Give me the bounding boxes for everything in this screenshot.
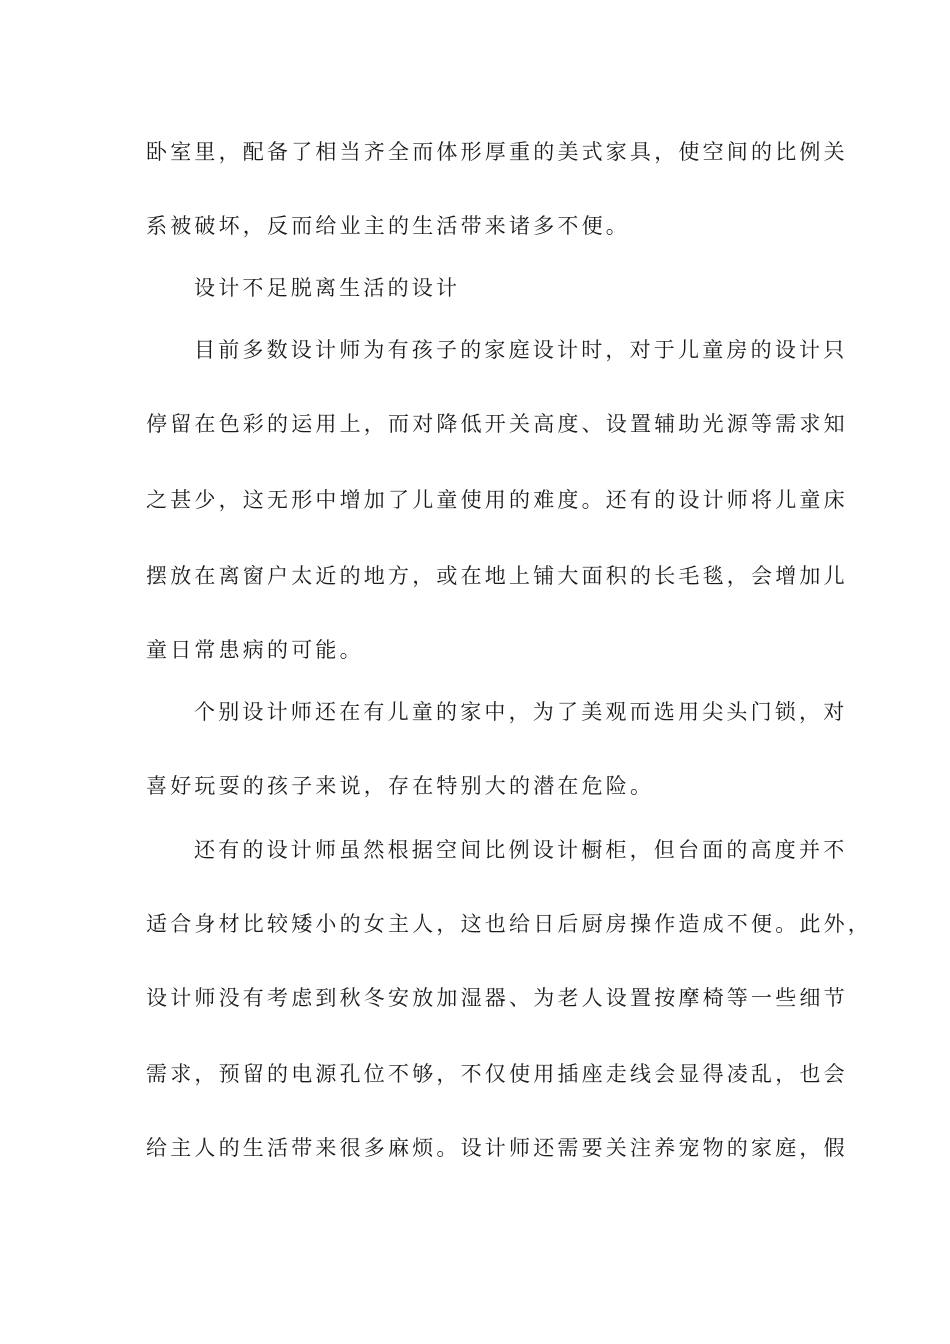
- text-line: 童日常患病的可能。: [146, 638, 364, 662]
- text-line: 还有的设计师虽然根据空间比例设计橱柜，但台面的高度并不: [194, 838, 848, 862]
- text-line: 设计师没有考虑到秋冬安放加湿器、为老人设置按摩椅等一些细节: [146, 986, 848, 1010]
- text-line: 给主人的生活带来很多麻烦。设计师还需要关注养宠物的家庭，假: [146, 1136, 848, 1160]
- text-line: 系被破坏，反而给业主的生活带来诸多不便。: [146, 214, 630, 238]
- text-line: 适合身材比较矮小的女主人，这也给日后厨房操作造成不便。此外，: [146, 912, 872, 936]
- text-line: 停留在色彩的运用上，而对降低开关高度、设置辅助光源等需求知: [146, 412, 848, 436]
- text-line: 喜好玩耍的孩子来说，存在特别大的潜在危险。: [146, 774, 655, 798]
- text-line: 摆放在离窗户太近的地方，或在地上铺大面积的长毛毯，会增加儿: [146, 564, 848, 588]
- text-line: 之甚少，这无形中增加了儿童使用的难度。还有的设计师将儿童床: [146, 488, 848, 512]
- section-heading: 设计不足脱离生活的设计: [194, 276, 461, 300]
- text-line: 个别设计师还在有儿童的家中，为了美观而选用尖头门锁，对: [194, 700, 848, 724]
- text-line: 需求，预留的电源孔位不够，不仅使用插座走线会显得凌乱，也会: [146, 1062, 848, 1086]
- text-line: 卧室里，配备了相当齐全而体形厚重的美式家具，使空间的比例关: [146, 140, 848, 164]
- text-line: 目前多数设计师为有孩子的家庭设计时，对于儿童房的设计只: [194, 338, 848, 362]
